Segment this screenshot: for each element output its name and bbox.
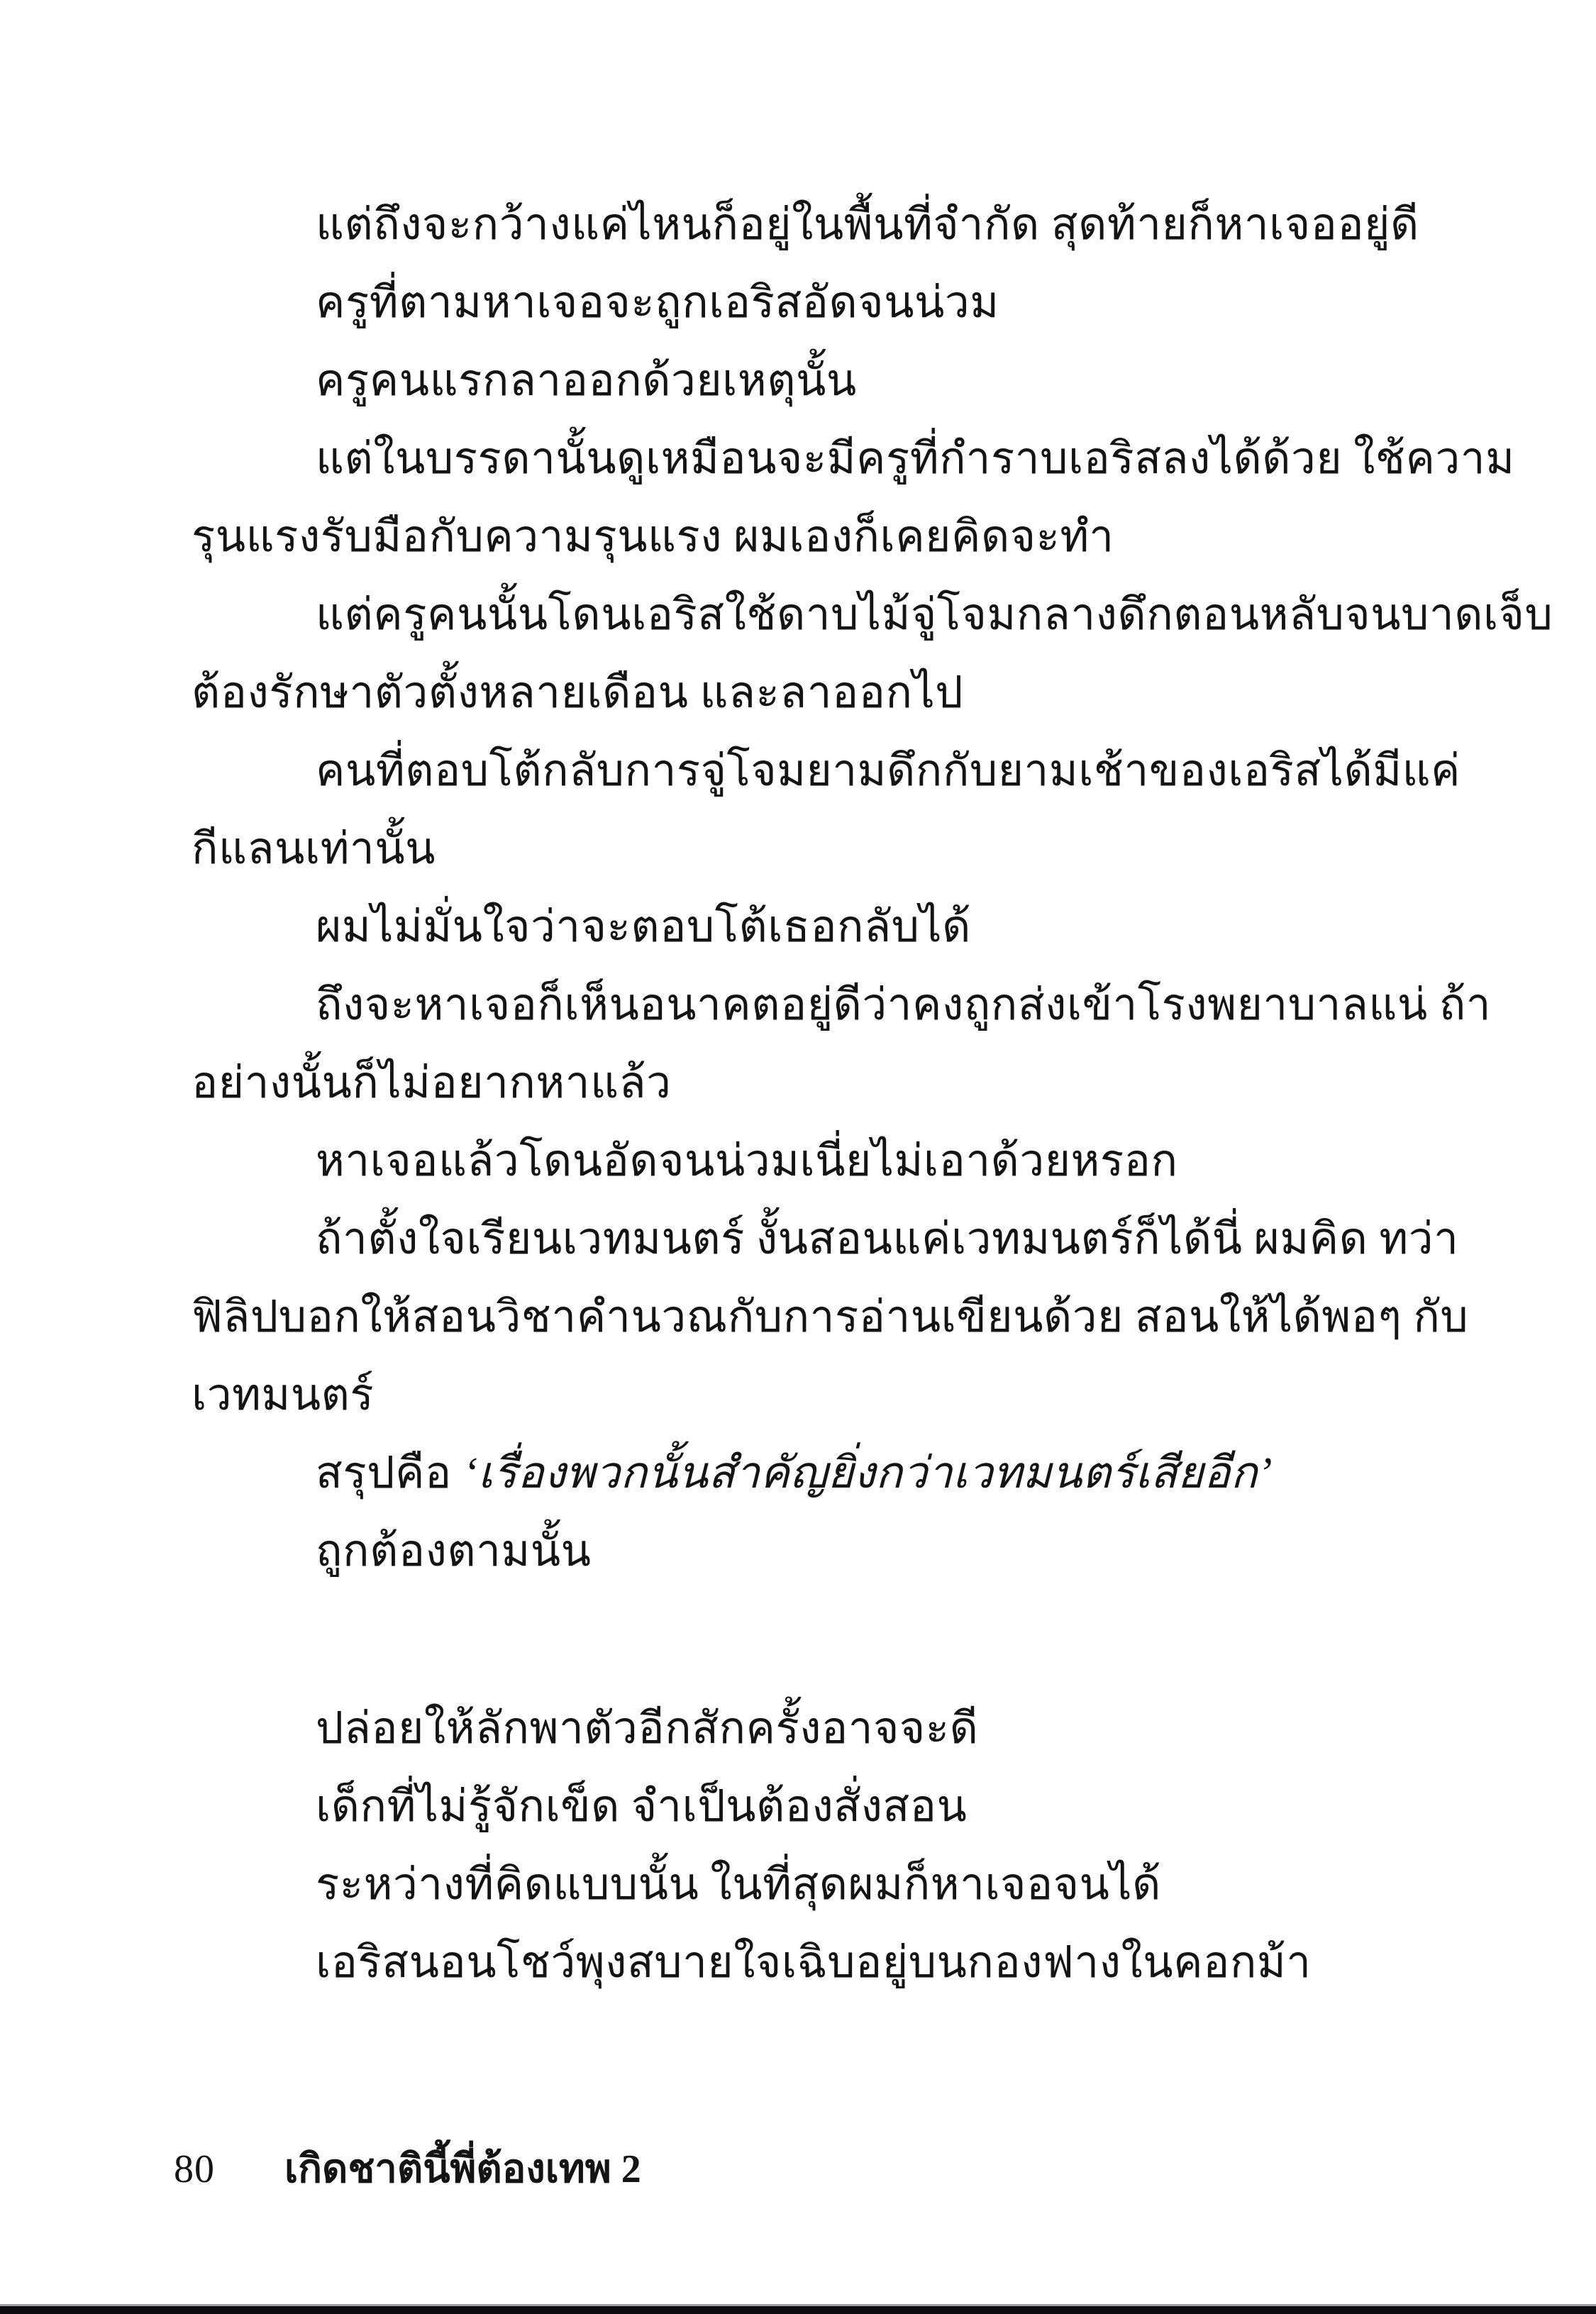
- text-line: ต้องรักษาตัวตั้งหลายเดือน และลาออกไป: [192, 669, 964, 717]
- text-line: ผมไม่มั่นใจว่าจะตอบโต้เธอกลับได้: [316, 903, 971, 951]
- quoted-phrase: ‘เรื่องพวกนั้นสำคัญยิ่งกว่าเวทมนตร์เสียอีก’: [462, 1449, 1273, 1498]
- line-text: สรุปคือ: [316, 1449, 463, 1498]
- text-line: ระหว่างที่คิดแบบนั้น ในที่สุดผมก็หาเจอจนได้: [316, 1861, 1161, 1909]
- book-title: เกิดชาตินี้พี่ต้องเทพ 2: [284, 2147, 641, 2191]
- bottom-edge-bar: [0, 2304, 1596, 2314]
- text-line: ถ้าตั้งใจเรียนเวทมนตร์ งั้นสอนแค่เวทมนตร์ก็ได้นี่ ผมคิด ทว่า: [316, 1215, 1459, 1263]
- text-line: ฟิลิปบอกให้สอนวิชาคำนวณกับการอ่านเขียนด้วย สอนให้ได้พอๆ กับ: [192, 1293, 1469, 1341]
- text-line: เด็กที่ไม่รู้จักเข็ด จำเป็นต้องสั่งสอน: [316, 1783, 968, 1831]
- text-line: ครูคนแรกลาออกด้วยเหตุนั้น: [316, 357, 857, 405]
- text-line: หาเจอแล้วโดนอัดจนน่วมเนี่ยไม่เอาด้วยหรอก: [316, 1137, 1178, 1185]
- text-line: [192, 1434, 1419, 1512]
- text-line: แต่ครูคนนั้นโดนเอริสใช้ดาบไม้จู่โจมกลางดึกตอนหลับจนบาดเจ็บ: [316, 591, 1553, 639]
- text-line: ถึงจะหาเจอก็เห็นอนาคตอยู่ดีว่าคงถูกส่งเข้าโรงพยาบาลแน่ ถ้า: [316, 981, 1492, 1029]
- text-line: กีแลนเท่านั้น: [192, 825, 436, 873]
- text-line: ปล่อยให้ลักพาตัวอีกสักครั้งอาจจะดี: [316, 1705, 979, 1753]
- section-gap: [192, 1590, 1419, 1690]
- text-line: คนที่ตอบโต้กลับการจู่โจมยามดึกกับยามเช้าของเอริสได้มีแค่: [316, 747, 1461, 795]
- text-line: อย่างนั้นก็ไม่อยากหาแล้ว: [192, 1059, 672, 1107]
- text-line: แต่ถึงจะกว้างแค่ไหนก็อยู่ในพื้นที่จำกัด สุดท้ายก็หาเจออยู่ดี: [316, 201, 1419, 249]
- text-line: รุนแรงรับมือกับความรุนแรง ผมเองก็เคยคิดจะทำ: [192, 513, 1114, 561]
- page-number: 80: [174, 2147, 215, 2191]
- text-line: ถูกต้องตามนั้น: [316, 1527, 592, 1576]
- text-line: แต่ในบรรดานั้นดูเหมือนจะมีครูที่กำราบเอริสลงได้ด้วย ใช้ความ: [316, 435, 1515, 483]
- text-line: เวทมนตร์: [192, 1371, 375, 1419]
- text-line: ครูที่ตามหาเจอจะถูกเอริสอัดจนน่วม: [316, 279, 999, 327]
- text-line: เอริสนอนโชว์พุงสบายใจเฉิบอยู่บนกองฟางในคอกม้า: [316, 1939, 1312, 1987]
- page-footer: [174, 2141, 1422, 2198]
- text-block: [192, 186, 1553, 2002]
